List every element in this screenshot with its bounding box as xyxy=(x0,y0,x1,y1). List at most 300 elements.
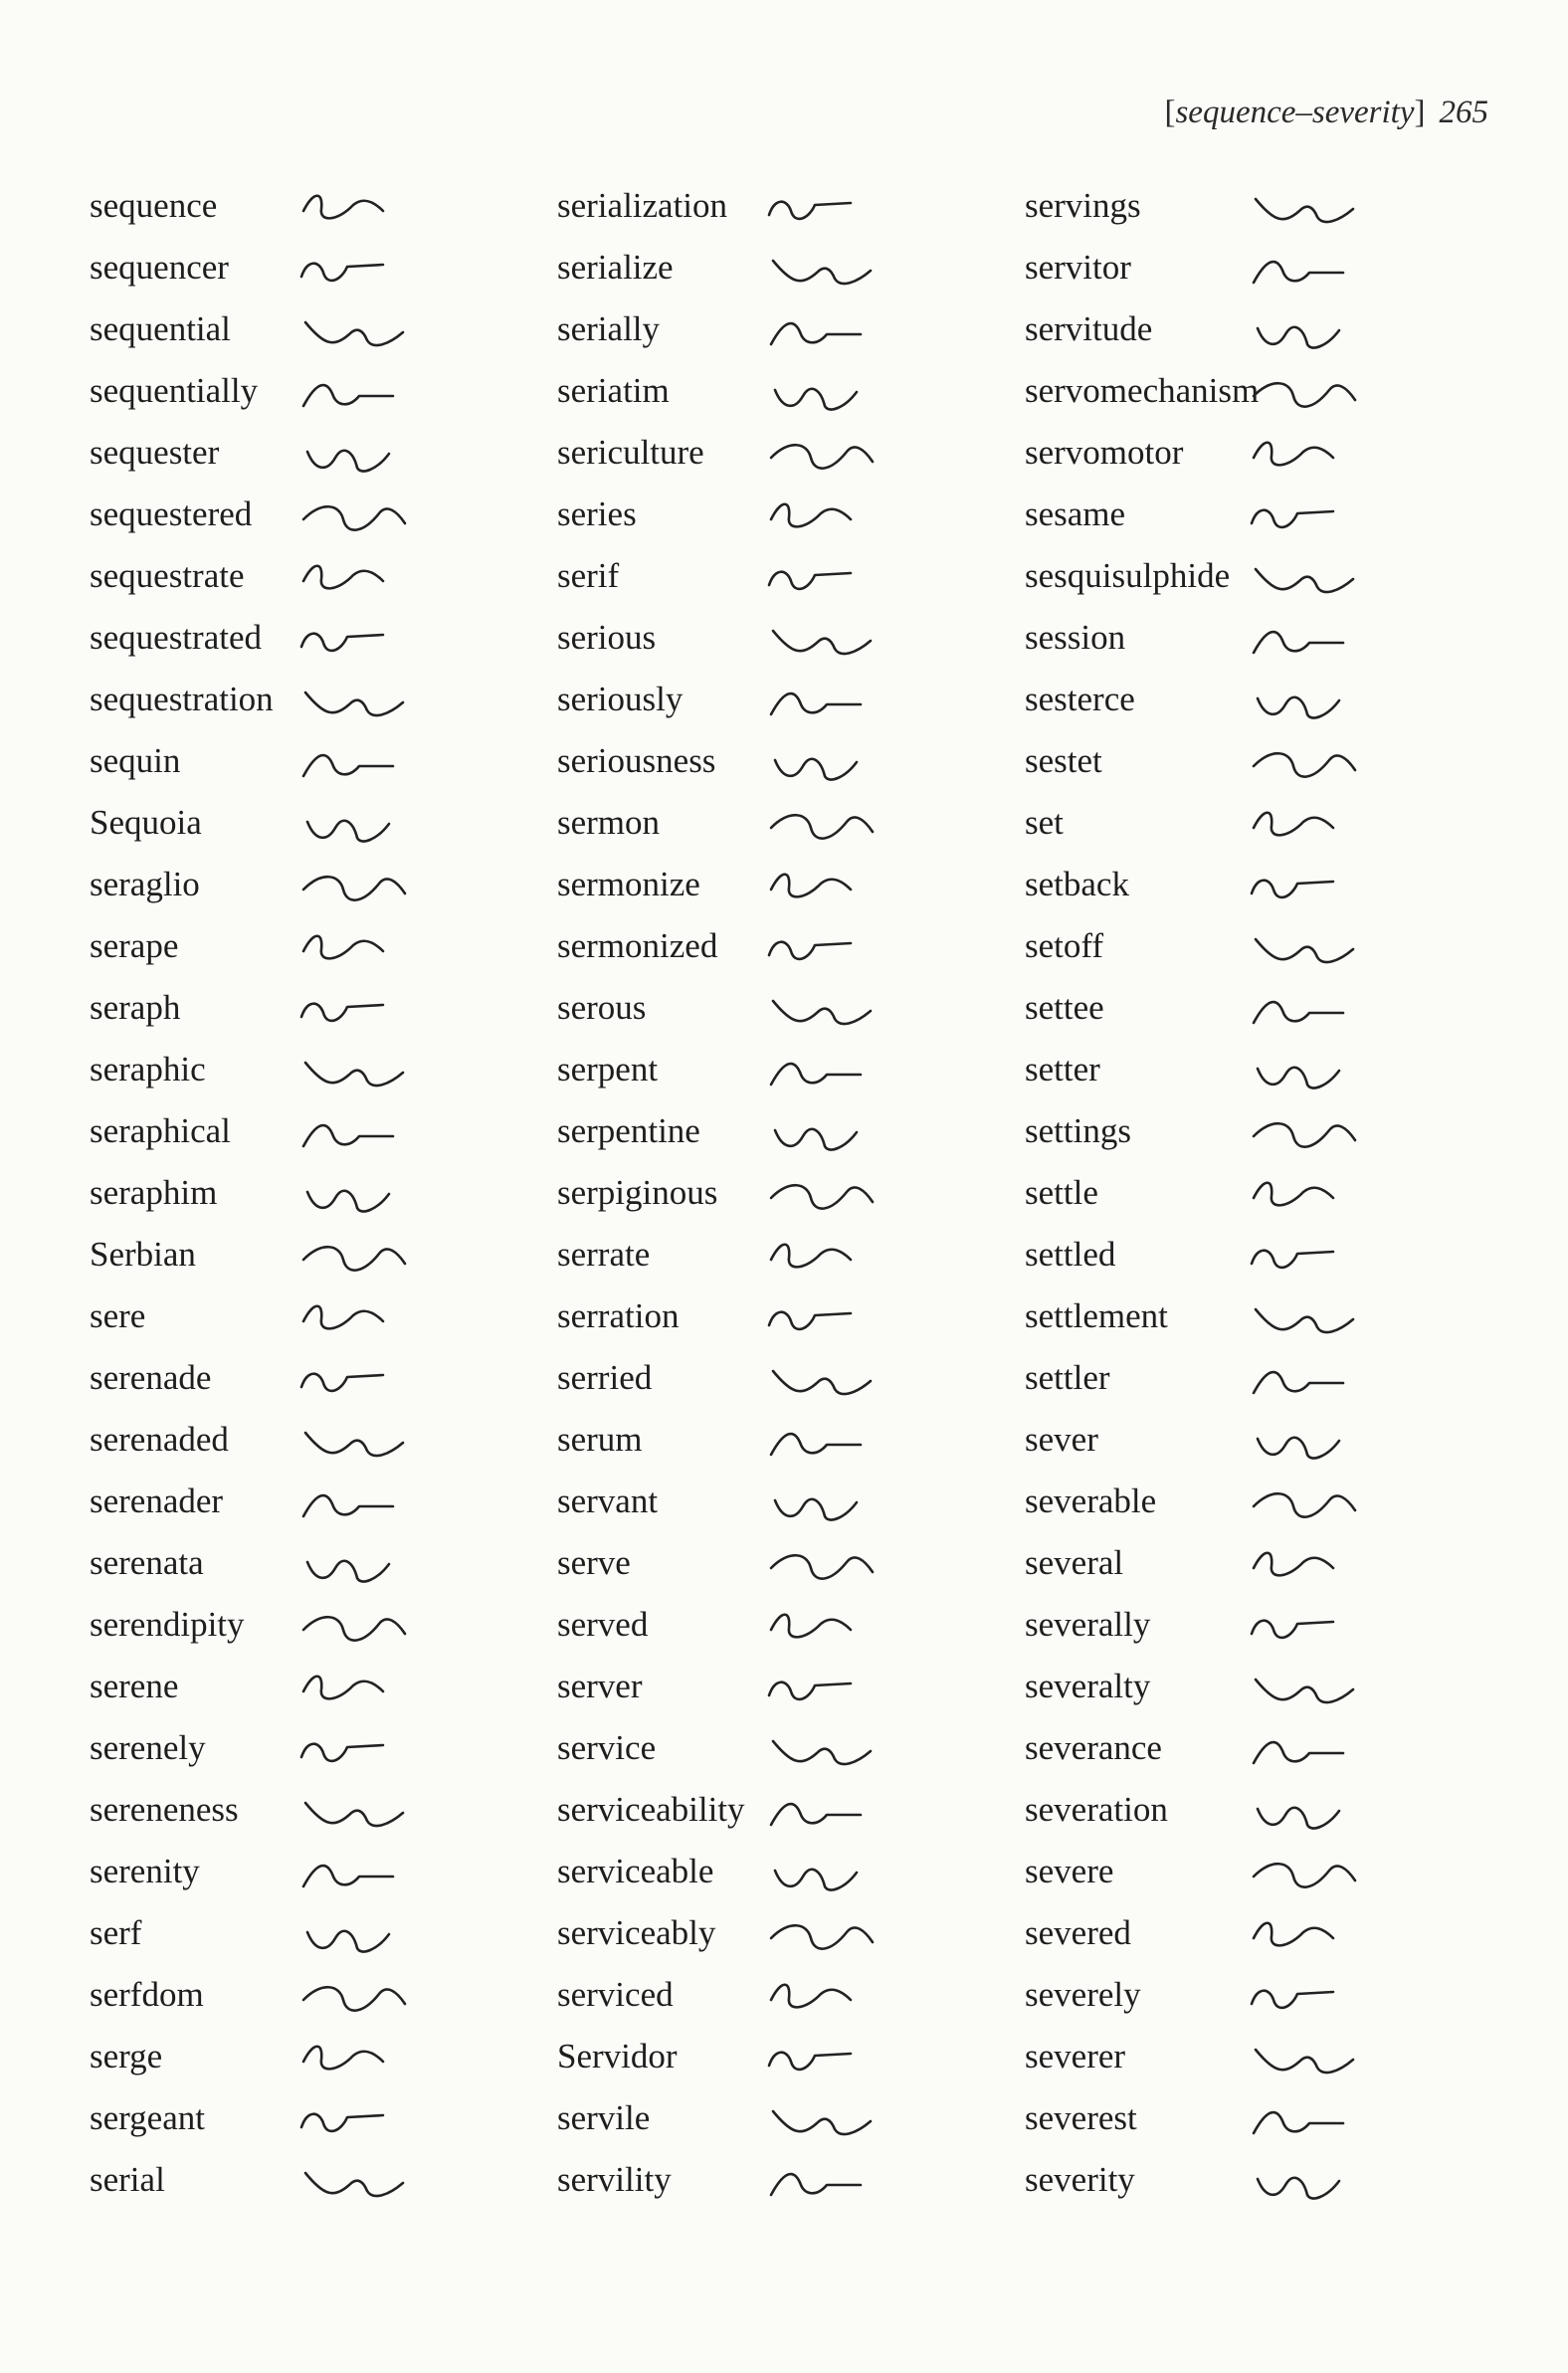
shorthand-outline xyxy=(761,181,910,237)
entry-word: severed xyxy=(1025,1913,1131,1952)
entry xyxy=(90,1285,557,1347)
shorthand-outline xyxy=(761,675,910,730)
entry-word: seriousness xyxy=(557,741,716,780)
entry xyxy=(1025,1594,1492,1656)
shorthand-outline xyxy=(761,2093,910,2149)
shorthand-outline xyxy=(1244,798,1393,854)
shorthand-outline xyxy=(1244,551,1393,607)
entry-word: serpent xyxy=(557,1050,659,1088)
entry-word: serous xyxy=(557,988,647,1027)
entry-word: servomotor xyxy=(1025,433,1184,472)
entry xyxy=(1025,607,1492,669)
entry xyxy=(557,1717,1025,1779)
entry xyxy=(557,2087,1025,2149)
shorthand-outline xyxy=(761,2155,910,2211)
shorthand-outline xyxy=(761,921,910,977)
entry xyxy=(90,545,557,607)
entry xyxy=(557,669,1025,730)
entry xyxy=(1025,484,1492,545)
entry xyxy=(90,1224,557,1285)
shorthand-outline xyxy=(761,1847,910,1902)
shorthand-outline xyxy=(294,1847,443,1902)
entry xyxy=(557,298,1025,360)
entry-word: server xyxy=(557,1667,643,1705)
entry-word: servomechanism xyxy=(1025,371,1260,410)
shorthand-outline xyxy=(1244,1291,1393,1347)
shorthand-outline xyxy=(761,736,910,792)
entry-word: sever xyxy=(1025,1420,1098,1459)
entry-word: seraphim xyxy=(90,1173,218,1212)
entry-word: settle xyxy=(1025,1173,1098,1212)
entry-word: service xyxy=(557,1728,657,1767)
entry-word: severer xyxy=(1025,2037,1126,2076)
column-1 xyxy=(90,175,557,2211)
shorthand-outline xyxy=(294,1045,443,1100)
shorthand-outline xyxy=(761,1970,910,2026)
entry xyxy=(90,1100,557,1162)
entry xyxy=(557,792,1025,854)
entry xyxy=(557,1841,1025,1902)
entry xyxy=(1025,1471,1492,1532)
entry-word: servility xyxy=(557,2160,672,2199)
entry-word: sequestered xyxy=(90,494,253,533)
entry xyxy=(90,1656,557,1717)
page-header: [sequence–severity] 265 xyxy=(1164,95,1488,130)
shorthand-outline xyxy=(761,1045,910,1100)
shorthand-outline xyxy=(761,1723,910,1779)
entry xyxy=(1025,237,1492,298)
shorthand-outline xyxy=(1244,860,1393,915)
entry-word: serried xyxy=(557,1358,653,1397)
entry xyxy=(90,915,557,977)
entry xyxy=(1025,175,1492,237)
shorthand-outline xyxy=(294,1600,443,1656)
shorthand-outline xyxy=(1244,983,1393,1039)
entry xyxy=(1025,1656,1492,1717)
shorthand-outline xyxy=(1244,2093,1393,2149)
entry-word: severally xyxy=(1025,1605,1151,1644)
entry-word: sesterce xyxy=(1025,680,1135,718)
entry-word: sequestrate xyxy=(90,556,245,595)
entry-word: seriatim xyxy=(557,371,670,410)
shorthand-outline xyxy=(1244,490,1393,545)
entry-word: settler xyxy=(1025,1358,1110,1397)
entry-word: sermonize xyxy=(557,865,700,903)
shorthand-outline xyxy=(1244,1477,1393,1532)
entry xyxy=(1025,422,1492,484)
entry-word: serve xyxy=(557,1543,631,1582)
entry xyxy=(1025,669,1492,730)
shorthand-outline xyxy=(1244,2155,1393,2211)
entry xyxy=(557,422,1025,484)
entry-word: severation xyxy=(1025,1790,1168,1829)
entry-word: settled xyxy=(1025,1235,1116,1274)
entry-word: sequential xyxy=(90,309,231,348)
shorthand-outline xyxy=(761,428,910,484)
shorthand-outline xyxy=(761,1106,910,1162)
entry-word: serviceably xyxy=(557,1913,716,1952)
shorthand-outline xyxy=(294,2093,443,2149)
entry-word: served xyxy=(557,1605,649,1644)
entry-word: settee xyxy=(1025,988,1104,1027)
entry xyxy=(557,484,1025,545)
shorthand-outline xyxy=(761,983,910,1039)
entry-word: serenader xyxy=(90,1482,224,1520)
entry-word: sesquisulphide xyxy=(1025,556,1231,595)
shorthand-outline xyxy=(761,1908,910,1964)
shorthand-outline xyxy=(294,366,443,422)
entry xyxy=(90,669,557,730)
shorthand-outline xyxy=(761,1291,910,1347)
entry-word: sequencer xyxy=(90,248,229,287)
entry xyxy=(1025,1224,1492,1285)
entry xyxy=(557,1285,1025,1347)
shorthand-outline xyxy=(1244,304,1393,360)
entry-word: serenity xyxy=(90,1852,200,1890)
shorthand-outline xyxy=(1244,1970,1393,2026)
shorthand-outline xyxy=(761,304,910,360)
entry xyxy=(1025,1532,1492,1594)
shorthand-outline xyxy=(1244,1908,1393,1964)
entry-word: sericulture xyxy=(557,433,704,472)
entry xyxy=(557,730,1025,792)
shorthand-outline xyxy=(761,1477,910,1532)
shorthand-outline xyxy=(1244,243,1393,298)
entry-word: servile xyxy=(557,2098,651,2137)
entry xyxy=(90,1532,557,1594)
entry-word: serendipity xyxy=(90,1605,245,1644)
shorthand-outline xyxy=(761,613,910,669)
entry-word: sereneness xyxy=(90,1790,239,1829)
entry xyxy=(1025,2149,1492,2211)
entry xyxy=(90,298,557,360)
entry-word: serrate xyxy=(557,1235,651,1274)
entry xyxy=(557,977,1025,1039)
entry xyxy=(557,1347,1025,1409)
entry xyxy=(1025,1717,1492,1779)
entry xyxy=(1025,545,1492,607)
entry-word: severalty xyxy=(1025,1667,1151,1705)
entry-word: servitor xyxy=(1025,248,1131,287)
entry-word: severely xyxy=(1025,1975,1141,2014)
entry xyxy=(1025,1964,1492,2026)
entry-word: serenaded xyxy=(90,1420,229,1459)
shorthand-outline xyxy=(761,2032,910,2087)
entry-word: sequentially xyxy=(90,371,259,410)
entry xyxy=(90,1409,557,1471)
shorthand-outline xyxy=(1244,366,1393,422)
shorthand-outline xyxy=(1244,2032,1393,2087)
shorthand-outline xyxy=(294,860,443,915)
shorthand-outline xyxy=(1244,613,1393,669)
shorthand-outline xyxy=(294,1230,443,1285)
entry-word: serialization xyxy=(557,186,728,225)
entry xyxy=(90,1471,557,1532)
entry-word: sergeant xyxy=(90,2098,205,2137)
entry xyxy=(557,915,1025,977)
entry-word: several xyxy=(1025,1543,1124,1582)
shorthand-outline xyxy=(294,1970,443,2026)
entry xyxy=(557,1224,1025,1285)
shorthand-outline xyxy=(761,243,910,298)
entry-word: settings xyxy=(1025,1111,1131,1150)
entry xyxy=(557,1902,1025,1964)
entry-word: serial xyxy=(90,2160,165,2199)
entry-word: session xyxy=(1025,618,1126,657)
entry xyxy=(90,360,557,422)
shorthand-outline xyxy=(1244,1106,1393,1162)
shorthand-outline xyxy=(294,428,443,484)
entry xyxy=(90,730,557,792)
entry xyxy=(1025,915,1492,977)
shorthand-outline xyxy=(294,613,443,669)
entry xyxy=(1025,854,1492,915)
shorthand-outline xyxy=(1244,1045,1393,1100)
shorthand-outline xyxy=(294,1785,443,1841)
entry xyxy=(90,1594,557,1656)
entry-word: servitude xyxy=(1025,309,1153,348)
entry xyxy=(1025,1347,1492,1409)
entry-word: setoff xyxy=(1025,926,1104,965)
shorthand-outline xyxy=(1244,1415,1393,1471)
page-number: 265 xyxy=(1439,95,1488,130)
shorthand-outline xyxy=(761,366,910,422)
header-range: sequence–severity xyxy=(1175,95,1415,130)
entry-word: seraglio xyxy=(90,865,200,903)
entry-word: severe xyxy=(1025,1852,1114,1890)
entry xyxy=(1025,792,1492,854)
entry xyxy=(1025,360,1492,422)
entry-word: serenely xyxy=(90,1728,206,1767)
shorthand-outline xyxy=(761,860,910,915)
entry xyxy=(1025,1902,1492,1964)
entry xyxy=(557,1656,1025,1717)
entry xyxy=(1025,298,1492,360)
entry-word: sequester xyxy=(90,433,220,472)
shorthand-outline xyxy=(1244,1230,1393,1285)
shorthand-outline xyxy=(294,1106,443,1162)
entry-word: serration xyxy=(557,1296,680,1335)
shorthand-outline xyxy=(1244,181,1393,237)
entry-word: severest xyxy=(1025,2098,1137,2137)
entry-word: Servidor xyxy=(557,2037,678,2076)
entry xyxy=(90,854,557,915)
shorthand-outline xyxy=(294,983,443,1039)
entry xyxy=(1025,1162,1492,1224)
entry xyxy=(90,1841,557,1902)
shorthand-outline xyxy=(294,1291,443,1347)
shorthand-outline xyxy=(294,1353,443,1409)
entry-word: sermon xyxy=(557,803,661,842)
shorthand-outline xyxy=(294,675,443,730)
entry-word: severity xyxy=(1025,2160,1135,2199)
entry-word: series xyxy=(557,494,637,533)
entry xyxy=(1025,1409,1492,1471)
entry xyxy=(90,422,557,484)
entry-word: seraphical xyxy=(90,1111,231,1150)
entry-word: serviceable xyxy=(557,1852,714,1890)
entry-word: serious xyxy=(557,618,657,657)
shorthand-outline xyxy=(294,1908,443,1964)
entry-word: serpentine xyxy=(557,1111,700,1150)
entry xyxy=(557,1594,1025,1656)
entry-word: servings xyxy=(1025,186,1141,225)
entry xyxy=(557,1471,1025,1532)
entry xyxy=(90,2149,557,2211)
shorthand-outline xyxy=(761,551,910,607)
entry xyxy=(1025,1779,1492,1841)
entry-word: seraph xyxy=(90,988,181,1027)
entry xyxy=(90,977,557,1039)
entry xyxy=(557,175,1025,237)
entry xyxy=(557,854,1025,915)
entry-word: sequin xyxy=(90,741,181,780)
entry xyxy=(1025,1100,1492,1162)
entry-word: serene xyxy=(90,1667,179,1705)
entry xyxy=(90,1717,557,1779)
shorthand-outline xyxy=(1244,1785,1393,1841)
shorthand-outline xyxy=(1244,1662,1393,1717)
entry-word: serpiginous xyxy=(557,1173,718,1212)
entry xyxy=(557,545,1025,607)
entry xyxy=(90,237,557,298)
entry-word: serviceability xyxy=(557,1790,745,1829)
shorthand-outline xyxy=(1244,736,1393,792)
entry-word: servant xyxy=(557,1482,659,1520)
entry xyxy=(1025,730,1492,792)
shorthand-outline xyxy=(294,921,443,977)
shorthand-outline xyxy=(294,1168,443,1224)
entry xyxy=(90,792,557,854)
entry-word: Sequoia xyxy=(90,803,202,842)
entry xyxy=(1025,2087,1492,2149)
entry xyxy=(557,1964,1025,2026)
shorthand-outline xyxy=(294,736,443,792)
entry-word: setback xyxy=(1025,865,1129,903)
entry-word: Serbian xyxy=(90,1235,196,1274)
entry xyxy=(90,2087,557,2149)
entry-word: serum xyxy=(557,1420,643,1459)
shorthand-outline xyxy=(294,798,443,854)
shorthand-outline xyxy=(294,304,443,360)
entry xyxy=(90,1779,557,1841)
entry xyxy=(1025,977,1492,1039)
shorthand-outline xyxy=(1244,1847,1393,1902)
entry xyxy=(90,1964,557,2026)
entry xyxy=(557,1100,1025,1162)
entry-word: settlement xyxy=(1025,1296,1168,1335)
entry xyxy=(90,1902,557,1964)
shorthand-outline xyxy=(1244,1538,1393,1594)
entry-word: sequestrated xyxy=(90,618,262,657)
entry-word: severance xyxy=(1025,1728,1162,1767)
entry xyxy=(90,1347,557,1409)
entry xyxy=(557,1162,1025,1224)
shorthand-outline xyxy=(294,1415,443,1471)
entry xyxy=(557,1409,1025,1471)
shorthand-outline xyxy=(294,551,443,607)
entry-word: serially xyxy=(557,309,661,348)
shorthand-outline xyxy=(294,1723,443,1779)
entry-word: sequence xyxy=(90,186,218,225)
entry-word: seraphic xyxy=(90,1050,206,1088)
entry-word: serialize xyxy=(557,248,674,287)
shorthand-outline xyxy=(1244,1600,1393,1656)
entry xyxy=(1025,1841,1492,1902)
entry xyxy=(1025,1039,1492,1100)
entry-word: sestet xyxy=(1025,741,1102,780)
entry xyxy=(90,2026,557,2087)
entry-word: serenade xyxy=(90,1358,212,1397)
shorthand-outline xyxy=(1244,675,1393,730)
shorthand-outline xyxy=(761,1785,910,1841)
entry-word: serenata xyxy=(90,1543,204,1582)
shorthand-outline xyxy=(761,1353,910,1409)
shorthand-outline xyxy=(1244,428,1393,484)
shorthand-outline xyxy=(294,1538,443,1594)
entry xyxy=(90,484,557,545)
entry-word: sermonized xyxy=(557,926,718,965)
entry-word: setter xyxy=(1025,1050,1100,1088)
shorthand-outline xyxy=(294,243,443,298)
entry-word: severable xyxy=(1025,1482,1157,1520)
shorthand-outline xyxy=(294,2155,443,2211)
shorthand-outline xyxy=(761,1168,910,1224)
shorthand-outline xyxy=(761,1662,910,1717)
entry-word: seriously xyxy=(557,680,684,718)
entry-word: serviced xyxy=(557,1975,674,2014)
shorthand-outline xyxy=(761,490,910,545)
shorthand-outline xyxy=(761,1230,910,1285)
shorthand-outline xyxy=(294,1662,443,1717)
shorthand-outline xyxy=(761,1415,910,1471)
entry xyxy=(1025,1285,1492,1347)
shorthand-outline xyxy=(1244,1723,1393,1779)
entry-word: sesame xyxy=(1025,494,1126,533)
entry-word: sequestration xyxy=(90,680,274,718)
entry xyxy=(557,607,1025,669)
shorthand-outline xyxy=(761,1538,910,1594)
shorthand-outline xyxy=(294,490,443,545)
shorthand-outline xyxy=(1244,1168,1393,1224)
shorthand-outline xyxy=(761,1600,910,1656)
shorthand-outline xyxy=(294,181,443,237)
entry-word: serf xyxy=(90,1913,142,1952)
shorthand-outline xyxy=(1244,921,1393,977)
entry xyxy=(557,1779,1025,1841)
entry xyxy=(1025,2026,1492,2087)
entry-word: serge xyxy=(90,2037,163,2076)
entry xyxy=(557,1039,1025,1100)
column-3 xyxy=(1025,175,1492,2211)
entry xyxy=(90,1039,557,1100)
entry-word: sere xyxy=(90,1296,146,1335)
entry-word: serape xyxy=(90,926,179,965)
entry xyxy=(90,607,557,669)
entry xyxy=(557,1532,1025,1594)
entry xyxy=(557,2026,1025,2087)
shorthand-outline xyxy=(1244,1353,1393,1409)
entry-word: serfdom xyxy=(90,1975,204,2014)
entry xyxy=(557,2149,1025,2211)
entry-word: set xyxy=(1025,803,1064,842)
entry xyxy=(557,360,1025,422)
entry xyxy=(557,237,1025,298)
shorthand-outline xyxy=(294,1477,443,1532)
shorthand-outline xyxy=(294,2032,443,2087)
column-2 xyxy=(557,175,1025,2211)
entry xyxy=(90,175,557,237)
